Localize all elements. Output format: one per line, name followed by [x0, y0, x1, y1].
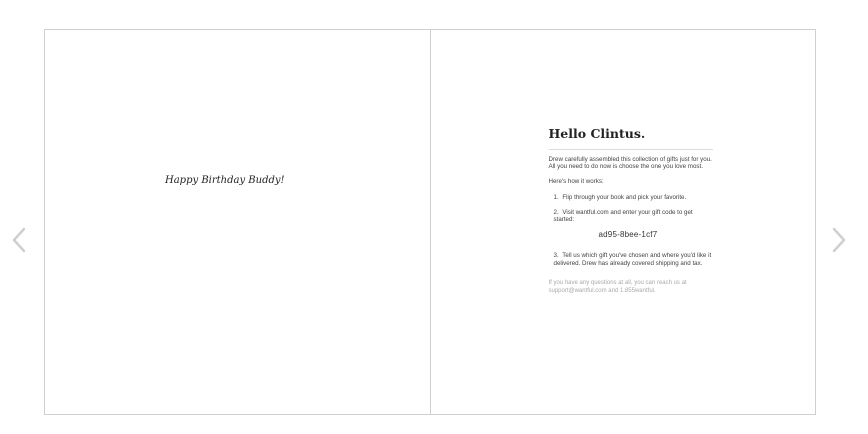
support-note: If you have any questions at all, you can reach us at support@wantful.com and 1.855wantful. [548, 280, 687, 294]
step-number: 2. [553, 208, 559, 216]
dedication-text: Happy Birthday Buddy! [165, 175, 285, 186]
gift-code: ad95-8bee-1cf7 [598, 230, 658, 240]
welcome-letter [549, 126, 713, 301]
right-page [431, 30, 816, 414]
step-number: 3. [553, 252, 559, 260]
step-item [554, 209, 713, 224]
step-text: Visit wantful.com and enter your gift code to get started: [553, 208, 693, 224]
left-page [45, 30, 431, 414]
gift-book [44, 29, 816, 415]
step-item [554, 252, 713, 267]
step-text: Flip through your book and pick your favorite. [562, 194, 687, 202]
chevron-right-icon [831, 226, 847, 254]
step-number: 1. [553, 194, 559, 202]
next-page-button[interactable] [828, 224, 850, 256]
step-text: Tell us which gift you've chosen and where you'd like it delivered. Drew has already covered shipping and tax. [553, 252, 712, 267]
greeting-heading: Hello Clintus. [548, 126, 646, 141]
how-it-works-label: Here's how it works: [548, 177, 604, 185]
chevron-left-icon [11, 226, 27, 254]
steps-list [549, 194, 713, 267]
divider [549, 149, 713, 150]
step-item [554, 194, 713, 201]
intro-text: Drew carefully assembled this collection of gifts just for you. All you need to do now is choose the one you love most. [548, 156, 712, 171]
gift-code-row [554, 230, 713, 239]
previous-page-button[interactable] [8, 224, 30, 256]
